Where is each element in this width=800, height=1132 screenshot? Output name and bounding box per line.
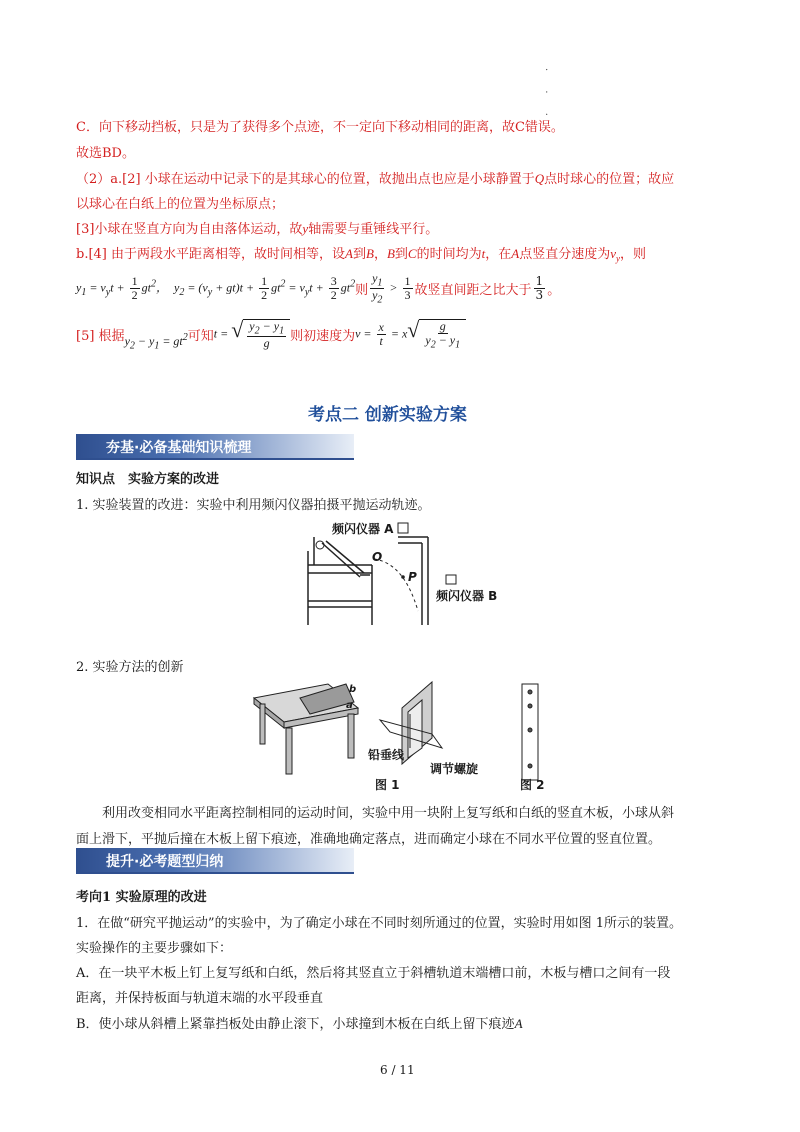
part4-line <box>76 243 646 264</box>
text: ，在 <box>485 247 512 262</box>
page-number: 6 / 11 <box>380 1063 415 1077</box>
then-text: 则 <box>355 283 369 299</box>
label-flash-b: 频闪仪器 B <box>436 589 498 603</box>
knowledge-item1: 1. 实验装置的改进：实验中利用频闪仪器拍摄平抛运动轨迹。 <box>76 498 431 513</box>
text: 轴需要与重锤线平行。 <box>308 222 439 237</box>
banner-label: 提升·必考题型归纳 <box>106 854 224 870</box>
var: A <box>345 246 353 261</box>
label-plumb-line: 铅垂线 <box>368 748 405 762</box>
text: 点时球心的位置；故应 <box>544 172 675 187</box>
label-a: a <box>346 700 353 711</box>
text: ，则 <box>620 247 647 262</box>
trajectory-curve <box>374 559 418 611</box>
var: B <box>386 246 395 261</box>
point-p <box>401 575 405 579</box>
text: ， <box>373 247 387 262</box>
var: B <box>365 246 374 261</box>
text: 的时间均为 <box>416 247 482 262</box>
equation-line <box>76 272 560 306</box>
one-third: $\frac{1}{3}$ <box>535 274 544 303</box>
caption-fig2: 图 2 <box>520 778 545 792</box>
text: 点竖直分速度为 <box>519 247 611 262</box>
label-o: O <box>372 550 383 564</box>
var: C <box>407 246 417 261</box>
text: [3]小球在竖直方向为自由落体运动，故 <box>76 222 303 237</box>
flash-device-a <box>398 523 408 533</box>
text: 到 <box>352 247 366 262</box>
eq-v: v = $\frac{x}{t}$ = x √ $\frac{g}{y_2 - y_1}$ <box>355 319 466 351</box>
var: v <box>610 246 616 261</box>
caption-fig1: 图 1 <box>375 778 400 792</box>
var-a: A <box>514 1016 523 1031</box>
part5-line <box>76 318 466 351</box>
direction-heading: 考向1 实验原理的改进 <box>76 890 207 905</box>
part3-line <box>76 218 438 237</box>
text: （2）a.[2] 小球在运动中记录下的是其球心的位置，故抛出点也应是小球静置于 <box>76 172 535 187</box>
text: 可知 <box>187 329 214 345</box>
flash-device-b <box>446 575 456 584</box>
var-q: Q <box>534 171 545 186</box>
text: b.[4] 由于两段水平距离相等，故时间相等，设 <box>76 247 346 262</box>
section-title: 考点二 创新实验方案 <box>308 405 467 425</box>
question1-line1: 1．在做“研究平抛运动”的实验中，为了确定小球在不同时刻所通过的位置，实验时用如图 1所示的装置。 <box>76 916 682 931</box>
label-adjust-screw: 调节螺旋 <box>430 762 479 776</box>
var: A <box>511 246 520 261</box>
eq-y2-y1: $y_2 - y_1 = gt^2$ <box>124 332 188 352</box>
question1-line2: 实验操作的主要步骤如下： <box>76 941 233 956</box>
var: t <box>481 246 486 261</box>
decorative-dots: · · · <box>540 68 551 124</box>
label-p: P <box>408 570 417 584</box>
step-a-line1: A．在一块平木板上钉上复写纸和白纸，然后将其竖直立于斜槽轨道末端槽口前，木板与槽口之间有一段 <box>76 966 671 981</box>
eq-t: t = √ $\frac{y_2 - y_1}{g}$ <box>214 319 290 351</box>
method-paragraph-2: 面上滑下，平抛后撞在木板上留下痕迹，准确地确定落点，进而确定小球在不同水平位置的竖直位置。 <box>76 832 662 847</box>
step-b-line <box>76 1013 523 1032</box>
var-sub: y <box>616 253 620 264</box>
ratio-text: 故竖直间距之比大于 <box>414 283 532 299</box>
ball <box>316 541 324 549</box>
text: B．使小球从斜槽上紧靠挡板处由静止滚下，小球撞到木板在白纸上留下痕迹 <box>76 1017 515 1032</box>
option-c-line: C．向下移动挡板，只是为了获得多个点迹，不一定向下移动相同的距离，故C错误。 <box>76 120 564 135</box>
knowledge-item2: 2. 实验方法的创新 <box>76 660 184 675</box>
part2a-line2: 以球心在白纸上的位置为坐标原点； <box>76 197 285 212</box>
ratio: $\frac{y_1}{y_2}$ > $\frac{1}{3}$ <box>372 271 411 306</box>
method-paragraph-1: 利用改变相同水平距离控制相同的运动时间，实验中用一块附上复写纸和白纸的竖直木板，小球从斜 <box>102 806 675 821</box>
text: [5] 根据 <box>76 329 125 345</box>
banner-advance <box>76 848 354 874</box>
banner-basics <box>76 434 354 460</box>
step-a-line2: 距离，并保持板面与轨道末端的水平段垂直 <box>76 991 324 1006</box>
part2a-line <box>76 168 674 187</box>
vertical-board <box>402 682 432 764</box>
choose-line: 故选BD。 <box>76 146 135 161</box>
equation-y1: $y_1 = v_yt$ + $\frac{1}{2}$ $gt^2$， $y_2 = (v_y + gt)t$ + $\frac{1}{2}$ $gt^2 = v_yt$ + $\frac{3}{2}$ $gt^2$ <box>76 274 356 303</box>
end-dot: 。 <box>547 283 561 299</box>
text: 则初速度为 <box>290 329 356 345</box>
label-b: b <box>349 684 357 695</box>
label-flash-a: 频闪仪器 A <box>332 522 394 536</box>
figure-method-innovation <box>250 678 560 788</box>
text: 到 <box>394 247 408 262</box>
paper-strip <box>522 684 538 780</box>
knowledge-heading: 知识点 实验方案的改进 <box>76 472 220 487</box>
banner-label: 夯基·必备基础知识梳理 <box>106 440 252 456</box>
var-y: y <box>302 221 309 236</box>
